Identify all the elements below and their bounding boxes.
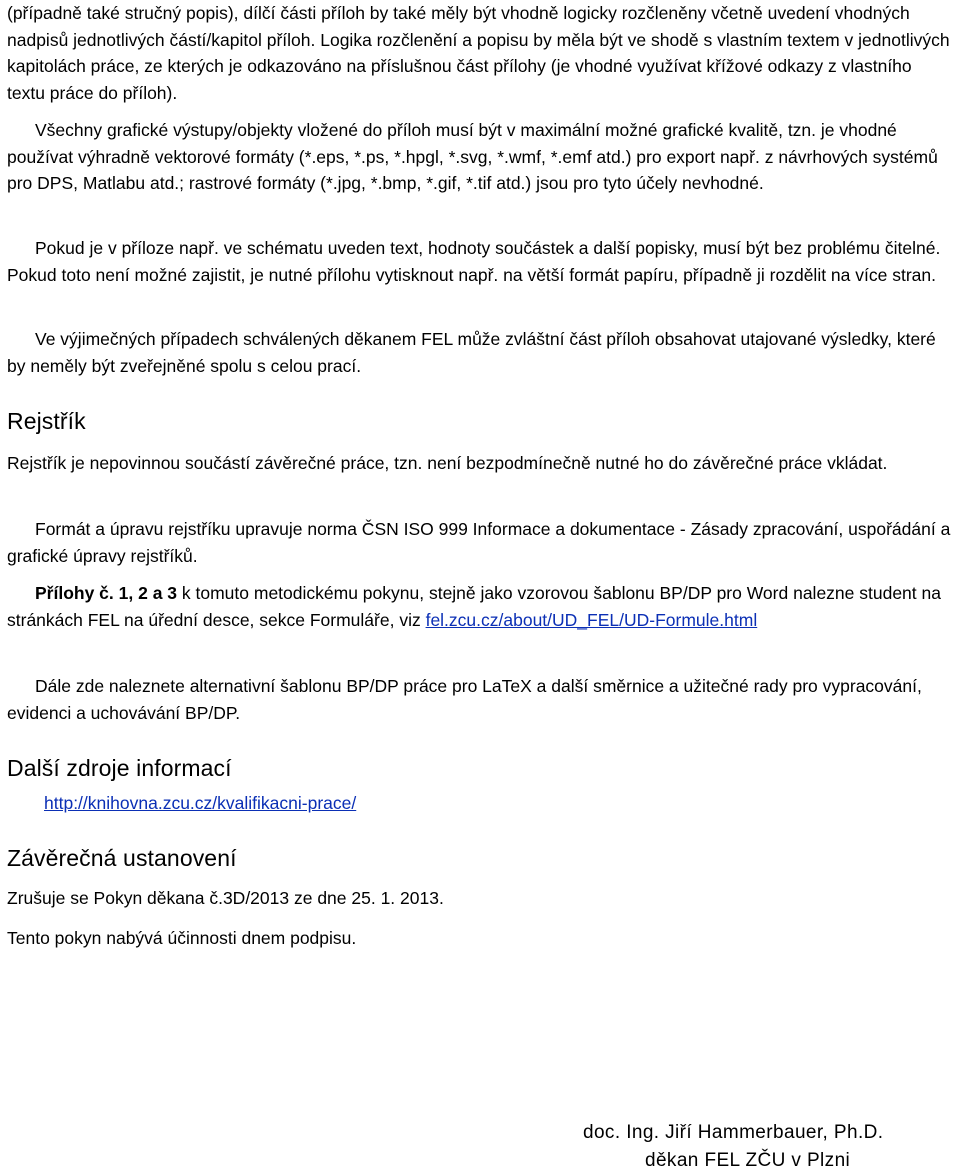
knihovna-link-line — [44, 790, 356, 817]
paragraph-latex-template: Dále zde naleznete alternativní šablonu BP/DP práce pro LaTeX a další směrnice a užitečné rady pro vypracování, evidenci a uchovávání BP/DP. — [7, 676, 922, 723]
paragraph-classified-results: Ve výjimečných případech schválených děkanem FEL může zvláštní část příloh obsahovat utajované výsledky, které by neměly být zveřejněné spolu s celou prací. — [7, 329, 936, 376]
paragraph-attachments-structure: (případně také stručný popis), dílčí části příloh by také měly být vhodně logicky rozčleněny včetně uvedení vhodných nadpisů jednotlivých částí/kapitol příloh. Logika rozčlenění a popisu by měla být ve shodě s vlastním textem v jednotlivých kapitolách práce, ze kterých je odkazováno na příslušnou část přílohy (je vhodné využívat křížové odkazy z vlastního textu práce do příloh). — [7, 3, 950, 103]
paragraph-graphics-quality: Všechny grafické výstupy/objekty vložené do příloh musí být v maximální možné grafické kvalitě, tzn. je vhodné používat výhradně vektorové formáty (*.eps, *.ps, *.hpgl, *.svg, *.wmf, *.emf atd.) pro export např. z návrhových systémů pro DPS, Matlabu atd.; rastrové formáty (*.jpg, *.bmp, *.gif, *.tif atd.) jsou pro tyto účely nevhodné. — [7, 120, 938, 193]
bold-prilohy-label: Přílohy č. — [35, 583, 119, 603]
knihovna-link[interactable]: http://knihovna.zcu.cz/kvalifikacni-prace/ — [44, 793, 357, 813]
paragraph-templates-text: k tomuto metodickému pokynu, stejně jako vzorovou šablonu BP/DP pro Word nalezne student na stránkách FEL na úřední desce, sekce Formuláře, viz — [7, 583, 941, 630]
formulare-link[interactable]: fel.zcu.cz/about/UD_FEL/UD-Formule.html — [425, 609, 758, 630]
signature-block — [583, 1119, 883, 1175]
signature-name: doc. Ing. Jiří Hammerbauer, Ph.D. — [583, 1122, 884, 1143]
heading-dalsi-zdroje: Další zdroje informací — [7, 755, 232, 781]
heading-rejstrik: Rejstřík — [7, 408, 86, 434]
heading-zaverecna-ustanoveni: Závěrečná ustanovení — [7, 845, 237, 871]
paragraph-rejstrik-format: Formát a úpravu rejstříku upravuje norma ČSN ISO 999 Informace a dokumentace - Zásady zpracování, uspořádání a grafické úpravy rejstříků. — [7, 519, 951, 566]
paragraph-zrusuje: Zrušuje se Pokyn děkana č.3D/2013 ze dne 25. 1. 2013. — [7, 888, 444, 908]
paragraph-readability: Pokud je v příloze např. ve schématu uveden text, hodnoty součástek a další popisky, musí být bez problému čitelné. Pokud toto není možné zajistit, je nutné přílohu vytisknout např. na větší formát papíru, případně ji rozdělit na více stran. — [7, 238, 941, 285]
paragraph-attachments-templates — [7, 580, 952, 633]
signature-title: děkan FEL ZČU v Plzni — [645, 1150, 851, 1171]
paragraph-ucinnost: Tento pokyn nabývá účinnosti dnem podpisu. — [7, 928, 357, 948]
paragraph-rejstrik-optional: Rejstřík je nepovinnou součástí závěrečné práce, tzn. není bezpodmínečně nutné ho do závěrečné práce vkládat. — [7, 453, 888, 473]
bold-prilohy-numbers: 1, 2 a 3 — [118, 583, 178, 603]
